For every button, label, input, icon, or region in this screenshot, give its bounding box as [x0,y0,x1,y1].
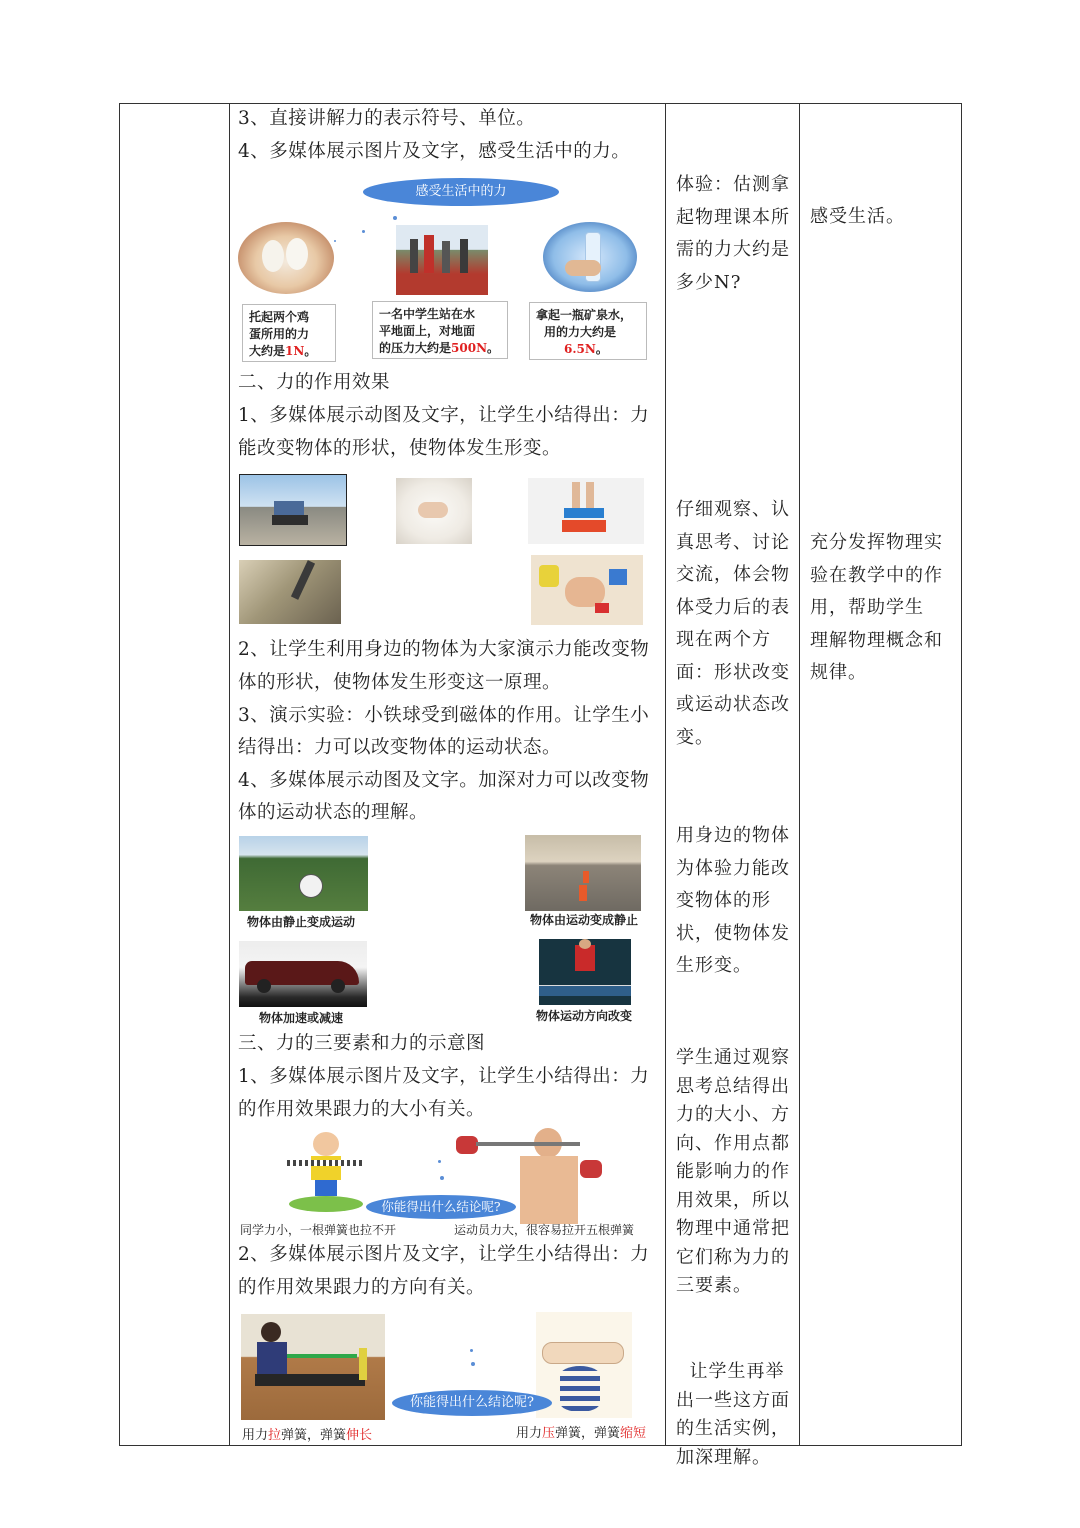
main-line: 能改变物体的形状，使物体发生形变。 [238,438,562,459]
student-activity-1: 体验：估测拿 起物理课本所 需的力大约是 多少N? [676,174,790,293]
main-line: 体的形状，使物体发生形变这一原理。 [238,672,562,693]
bubble-dot [470,1349,473,1352]
main-line: 1、多媒体展示动图及文字，让学生小结得出：力 [238,405,650,426]
road-roller-image [239,474,347,546]
bubble-dot [440,1176,444,1180]
main-line: 的作用效果跟力的方向有关。 [238,1277,486,1298]
main-line: 体的运动状态的理解。 [238,802,429,823]
bubble-dot [362,230,365,233]
design-intent-2: 充分发挥物理实 验在教学中的作 用，帮助学生 理解物理概念和 规律。 [810,532,943,683]
motion-caption: 物体运动方向改变 [536,1009,633,1023]
bubble-dot [393,216,397,220]
child-pulling-spring-image [283,1130,369,1218]
speech-bubble: 你能得出什么结论呢? [366,1195,516,1219]
speech-bubble: 你能得出什么结论呢? [392,1390,552,1416]
car-image [239,941,367,1007]
water-bottle-image [543,222,637,292]
main-line: 2、多媒体展示图片及文字，让学生小结得出：力 [238,1244,650,1265]
spring-direction-caption: 用力压弹簧，弹簧缩短 [516,1426,647,1441]
spring-caption: 运动员力大，很容易拉开五根弹簧 [454,1223,635,1237]
stepping-on-toy-image [528,478,644,544]
student-activity-4: 学生通过观察 思考总结得出 力的大小、方 向、作用点都 能影响力的作 用效果，所以 物理中通常把 它们称为力的 三要素。 [676,1047,790,1296]
column-divider [229,103,230,1446]
student-caption: 一名中学生站在水 平地面上，对地面 的压力大约是500N。 [372,301,508,359]
motion-caption: 物体由运动变成静止 [530,913,639,927]
eggs-in-hand-image [238,222,334,294]
bubble-dot [334,240,336,242]
speech-bubble: 感受生活中的力 [363,178,559,206]
digging-sand-image [239,560,341,624]
pressing-pillow-image [396,478,472,544]
football-image [239,836,368,911]
traffic-cones-image [525,835,641,911]
column-divider [799,103,800,1446]
table-tennis-image [539,939,631,1005]
section-heading: 三、力的三要素和力的示意图 [238,1033,486,1054]
student-activity-5: 让学生再举 出一些这方面 的生活实例， 加深理解。 [676,1361,790,1468]
design-intent-1: 感受生活。 [810,206,905,227]
pulling-spring-exercise-image [241,1314,385,1420]
main-line: 4、多媒体展示图片及文字，感受生活中的力。 [238,141,631,162]
student-activity-2: 仔细观察、认 真思考、讨论 交流，体会物 体受力后的表 现在两个方 面：形状改变 或运动状态改 变。 [676,499,790,748]
main-line: 2、让学生利用身边的物体为大家演示力能改变物 [238,639,650,660]
spring-caption: 同学力小，一根弹簧也拉不开 [240,1223,397,1237]
student-activity-3: 用身边的物体 为体验力能改 变物体的形 状，使物体发 生形变。 [676,825,790,976]
bubble-dot [471,1362,475,1366]
main-line: 3、演示实验：小铁球受到磁体的作用。让学生小 [238,705,650,726]
playing-clay-image [531,555,643,625]
column-divider [665,103,666,1446]
main-line: 1、多媒体展示图片及文字，让学生小结得出：力 [238,1066,650,1087]
students-standing-image [396,225,488,295]
egg-caption: 托起两个鸡 蛋所用的力 大约是1N。 [242,304,336,362]
bottle-caption: 拿起一瓶矿泉水， 用的力大约是 6.5N。 [529,302,647,360]
main-line: 的作用效果跟力的大小有关。 [238,1099,486,1120]
motion-caption: 物体由静止变成运动 [247,915,356,929]
main-line: 3、直接讲解力的表示符号、单位。 [238,108,536,129]
main-line: 结得出：力可以改变物体的运动状态。 [238,737,562,758]
section-heading: 二、力的作用效果 [238,372,391,393]
bubble-dot [438,1160,441,1163]
motion-caption: 物体加速或减速 [259,1011,344,1025]
spring-direction-caption: 用力拉弹簧，弹簧伸长 [242,1428,373,1443]
main-line: 4、多媒体展示动图及文字。加深对力可以改变物 [238,770,650,791]
